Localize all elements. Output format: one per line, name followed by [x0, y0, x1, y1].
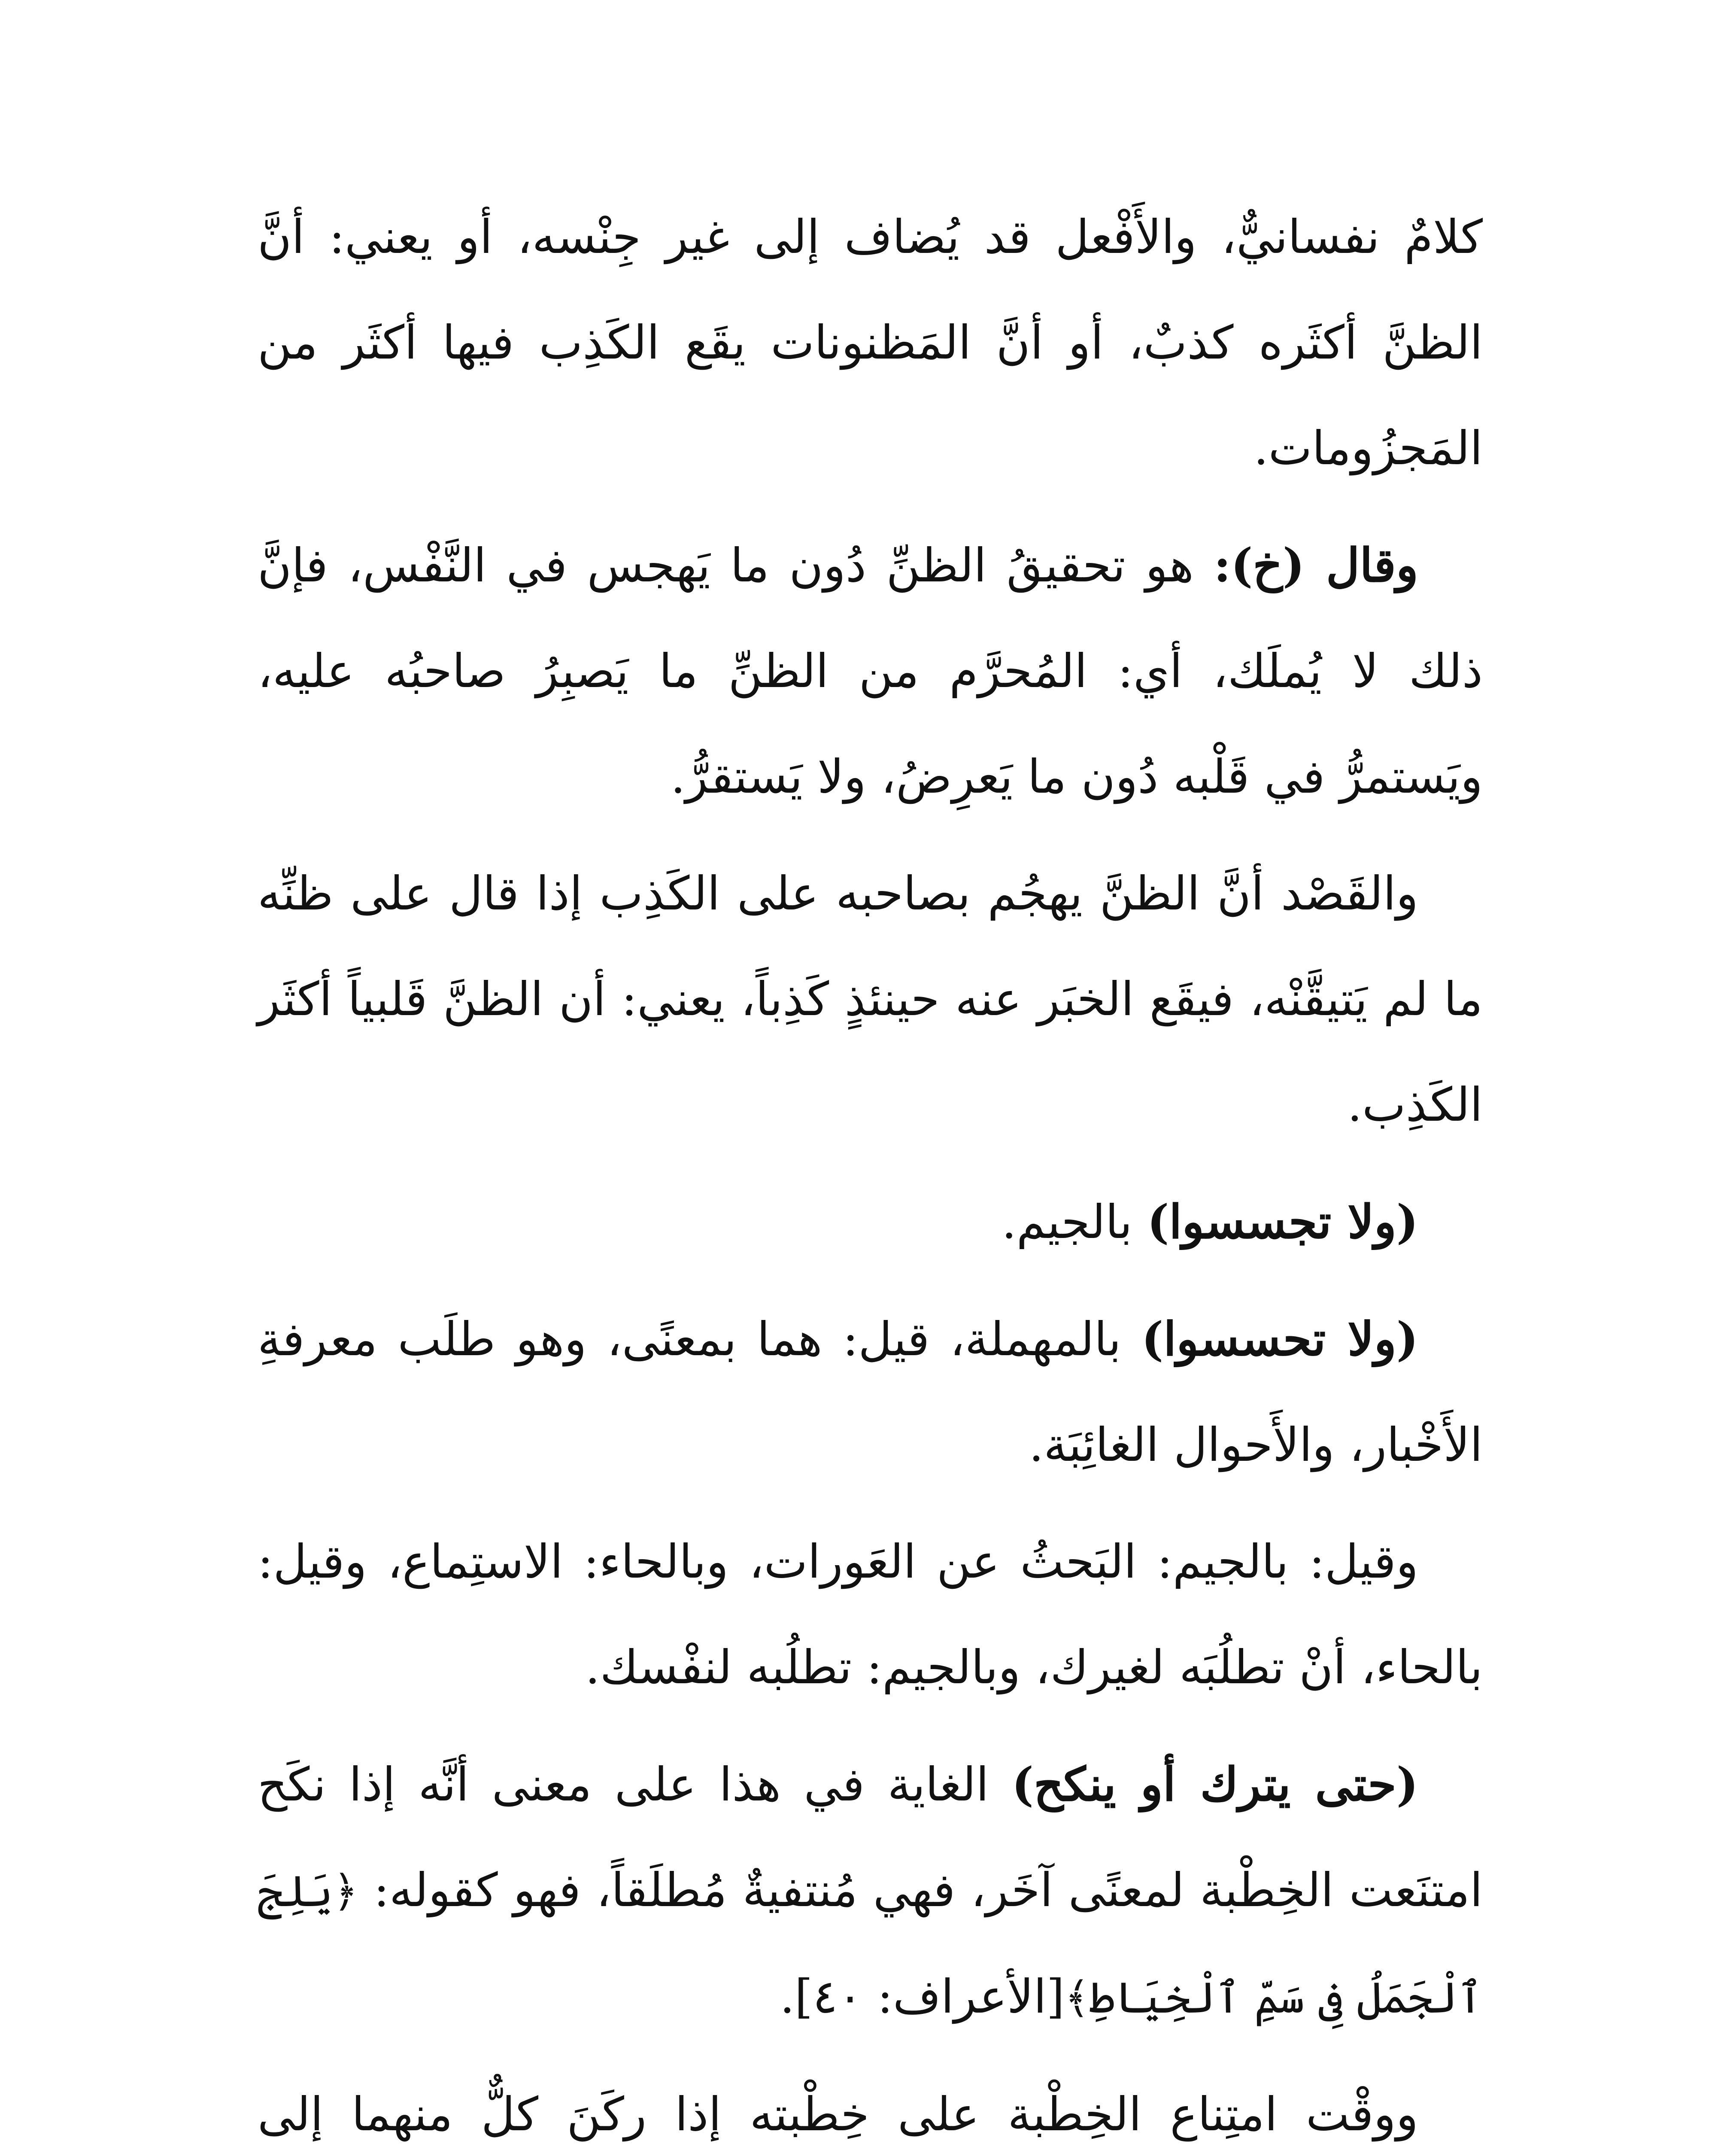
paragraph-1-text: كلامٌ نفسانيٌّ، والأَفْعل قد يُضاف إلى غير جِنْسه، أو يعني: أنَّ الظنَّ أكثَره كذبٌ، أو أنَّ المَظنونات يقَع الكَذِب فيها أكثَر من المَجزُومات. [258, 210, 1483, 475]
paragraph-4-lead: (ولا تجسسوا) [1147, 1195, 1418, 1249]
quran-reference: [الأعراف: ٤٠]. [780, 1970, 1065, 2024]
quran-quote: ﴿يَلِجَ ٱلْجَمَلُ فِى سَمِّ ٱلْخِيَاطِ﴾ [258, 1866, 1483, 2023]
paragraph-7-lead: (حتى يترك أو ينكح) [1011, 1758, 1419, 1812]
paragraph-2 [258, 513, 1483, 830]
paragraph-3 [258, 841, 1483, 1158]
paragraph-5-lead: (ولا تحسسوا) [1141, 1312, 1418, 1366]
paragraph-6-text: وقيل: بالجيم: البَحثُ عن العَورات، وبالحاء: الاستِماع، وقيل: بالحاء، أنْ تطلُبَه لغيرك، وبالجيم: تطلُبه لنفْسك. [258, 1535, 1483, 1694]
paragraph-7-text: الغاية في هذا على معنى أنَّه إذا نكَح امتنَعت الخِطْبة لمعنًى آخَر، فهي مُنتفيةٌ مُطلَقاً، فهو كقوله: [258, 1758, 1483, 1917]
paragraph-8-text: ووقْت امتِناع الخِطْبة على خِطْبته إذا ركَنَ كلٌّ منهما إلى [258, 2088, 1418, 2141]
paragraph-1 [258, 185, 1483, 502]
paragraph-8 [258, 2062, 1483, 2147]
paragraph-5 [258, 1286, 1483, 1498]
paragraph-7 [258, 1732, 1483, 2051]
paragraph-6 [258, 1509, 1483, 1721]
paragraph-4 [258, 1169, 1483, 1275]
paragraph-2-lead: وقال (خ): [1214, 538, 1419, 593]
paragraph-5-text: بالمهملة، قيل: هما بمعنًى، وهو طلَب معرفةِ الأَخْبار، والأَحوال الغائِبَة. [258, 1313, 1483, 1472]
paragraph-2-text: هو تحقيقُ الظنِّ دُون ما يَهجس في النَّفْس، فإنَّ ذلك لا يُملَك، أي: المُحرَّم من الظنِّ ما يَصبِرُ صاحبُه عليه، ويَستمرُّ في قَلْبه دُون ما يَعرِضُ، ولا يَستقرُّ. [258, 539, 1483, 804]
main-text [258, 185, 1483, 2147]
paragraph-4-text: بالجيم. [1002, 1195, 1147, 1249]
paragraph-3-text: والقَصْد أنَّ الظنَّ يهجُم بصاحبه على الكَذِب إذا قال على ظنِّه ما لم يَتيقَّنْه، فيقَع الخبَر عنه حينئذٍ كَذِباً، يعني: أن الظنَّ قَلبياً أكثَر الكَذِب. [258, 867, 1483, 1132]
